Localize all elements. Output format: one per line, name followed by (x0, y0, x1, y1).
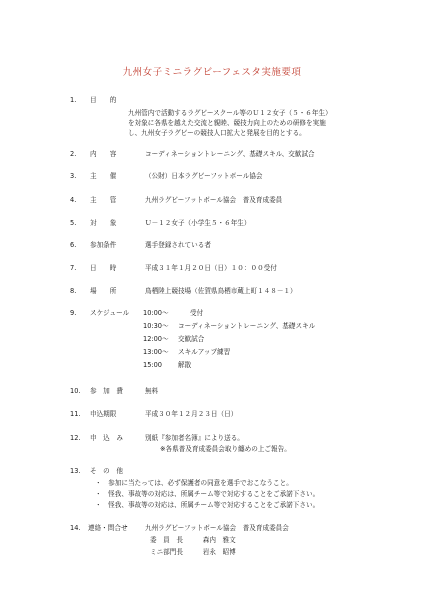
schedule-time-2: 10:30～ (143, 322, 169, 330)
section-9-number: 9. (70, 309, 77, 317)
section-5-number: 5. (70, 219, 77, 227)
section-9-label: スケジュール (90, 309, 130, 317)
section-11-label: 申込期限 (90, 410, 117, 418)
section-13-note-3: ・ 怪我、事故等の対応は、所属チーム等で対応することをご承諾下さい。 (95, 501, 320, 509)
section-12-number: 12. (70, 434, 81, 442)
section-7-value: 平成３１年１月２０日（日）１０：００受付 (145, 264, 277, 272)
schedule-activity-1: 受付 (190, 309, 204, 317)
section-13-note-1: ・ 参加に当たっては、必ず保護者の同意を選手でおこなうこと。 (95, 479, 293, 487)
schedule-time-5: 15:00 (143, 361, 163, 369)
section-10-label: 参 加 費 (90, 387, 123, 395)
section-11-value: 平成３０年１２月２３日（日） (145, 410, 238, 418)
schedule-activity-5: 解散 (178, 361, 192, 369)
section-13-label: そ の 他 (90, 467, 123, 475)
section-6-number: 6. (70, 241, 77, 249)
section-3-value: （公財）日本ラグビーフットボール協会 (145, 172, 263, 180)
section-6-value: 選手登録されている者 (145, 241, 211, 249)
section-1-label: 目 的 (90, 96, 117, 104)
section-6-label: 参加条件 (90, 241, 117, 249)
section-1-line-2: を対象に各県を越えた交流と親睦、競技力向上のための研修を実施 (128, 119, 326, 127)
schedule-activity-4: スキルアップ練習 (178, 348, 231, 356)
section-12-label: 申 込 み (90, 434, 123, 442)
section-12-line-2: ※各県普及育成委員会取り纏めの上ご報告。 (160, 445, 291, 453)
section-2-number: 2. (70, 150, 77, 158)
section-2-label: 内 容 (90, 150, 117, 158)
section-8-label: 場 所 (90, 287, 117, 295)
section-13-note-2: ・ 怪我、事故等の対応は、所属チーム等で対応することをご承諾下さい。 (95, 490, 320, 498)
section-14-label: 連絡・問合せ (88, 524, 128, 532)
section-11-number: 11. (70, 410, 81, 418)
section-1-line-1: 九州管内で活動するラグビースクール等のＵ１２女子（５・６年生） (128, 109, 332, 117)
section-14-line-1: 九州ラグビーフットボール協会 普及育成委員会 (145, 524, 289, 532)
schedule-time-1: 10:00～ (143, 309, 169, 317)
schedule-activity-2: コーディネーショントレーニング、基礎スキル (178, 322, 316, 330)
schedule-activity-3: 交歓試合 (178, 335, 205, 343)
section-1-line-3: し、九州女子ラグビーの競技人口拡大と発展を目的とする。 (128, 129, 306, 137)
section-14-number: 14. (70, 524, 81, 532)
section-5-value: Ｕ－１２女子（小学生５・６年生） (145, 219, 251, 227)
section-10-value: 無料 (145, 387, 159, 395)
section-14-line-3: ミニ部門長 岩永 昭博 (150, 548, 236, 556)
section-13-number: 13. (70, 467, 81, 475)
section-4-value: 九州ラグビーフットボール協会 普及育成委員 (145, 196, 283, 204)
section-5-label: 対 象 (90, 219, 117, 227)
section-10-number: 10. (70, 387, 81, 395)
section-8-number: 8. (70, 287, 77, 295)
section-4-number: 4. (70, 196, 77, 204)
section-2-value: コーディネーショントレーニング、基礎スキル、交歓試合 (145, 150, 315, 158)
section-3-number: 3. (70, 172, 77, 180)
section-3-label: 主 催 (90, 172, 117, 180)
schedule-time-4: 13:00～ (143, 348, 169, 356)
section-7-number: 7. (70, 264, 77, 272)
document-title: 九州女子ミニラグビーフェスタ実施要項 (122, 67, 302, 78)
section-1-number: 1. (70, 96, 77, 104)
section-7-label: 日 時 (90, 264, 117, 272)
section-14-line-2: 委 員 長 森内 雅文 (150, 536, 236, 544)
schedule-time-3: 12:00～ (143, 335, 169, 343)
section-8-value: 鳥栖陸上競技場（佐賀県鳥栖市蔵上町１４８－１） (145, 287, 297, 295)
section-12-line-1: 別紙『参加者名簿』により送る。 (145, 434, 244, 442)
section-4-label: 主 管 (90, 196, 117, 204)
